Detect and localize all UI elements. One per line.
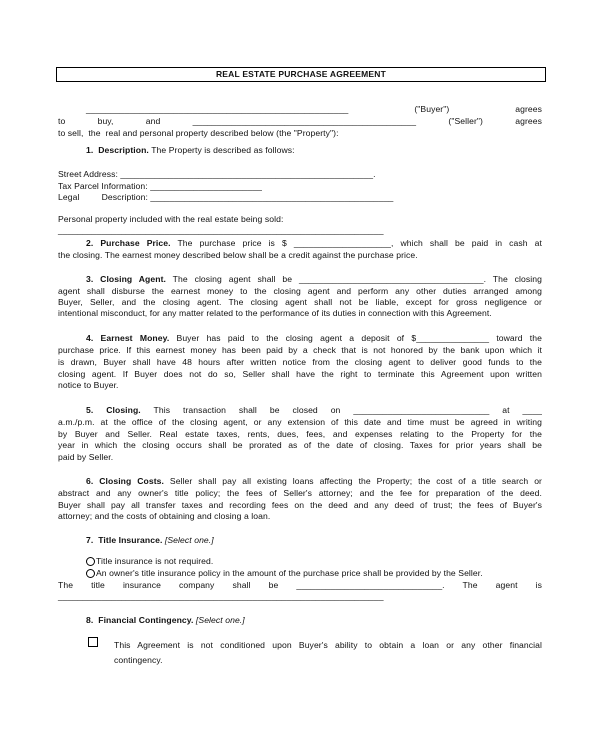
title-agent-blank: ___________________________________________________________________ bbox=[58, 591, 384, 601]
legal-description-field: Legal Description: __________________________________________________ bbox=[58, 192, 394, 202]
section-5-line-2: a.m./p.m. at the office of the closing agent, or any extension of this date and time must be agreed in writing bbox=[58, 417, 542, 427]
section-3-line-4: intentional misconduct, for any matter related to the performance of its duties in connection with this Agreement. bbox=[58, 308, 492, 318]
section-1-heading: 1. Description. bbox=[86, 145, 149, 155]
section-5-heading: 5. Closing. bbox=[86, 405, 141, 415]
section-6-line-1 bbox=[86, 476, 542, 486]
title-insurance-option-1-label: Title insurance is not required. bbox=[96, 556, 214, 566]
personal-property-blank: ___________________________________________________________________ bbox=[58, 225, 384, 235]
section-2-line-1 bbox=[86, 238, 542, 248]
section-4-line-5: notice to Buyer. bbox=[58, 380, 119, 390]
section-3-line-3: Buyer, Seller, and the closing agent. The closing agent shall not be liable, except for gross negligence or bbox=[58, 297, 542, 307]
document-title: REAL ESTATE PURCHASE AGREEMENT bbox=[56, 67, 546, 82]
section-4-text: Buyer has paid to the closing agent a deposit of $_______________ toward the bbox=[169, 333, 542, 343]
title-insurance-option-1-radio[interactable] bbox=[86, 557, 95, 566]
section-6-heading: 6. Closing Costs. bbox=[86, 476, 164, 486]
section-5-line-1 bbox=[86, 405, 542, 415]
section-4-line-1 bbox=[86, 333, 542, 343]
personal-property-label: Personal property included with the real estate being sold: bbox=[58, 214, 284, 224]
section-1-heading-line bbox=[86, 145, 295, 155]
section-8-select-note: [Select one.] bbox=[193, 615, 245, 625]
section-1-text: The Property is described as follows: bbox=[148, 145, 295, 155]
section-4-line-2: purchase price. If this earnest money has been paid by a check that is not honored by the bank upon which it bbox=[58, 345, 542, 355]
section-2-line-2: the closing. The earnest money described below shall be a credit against the purchase price. bbox=[58, 250, 418, 260]
section-6-text: Seller shall pay all existing loans affecting the Property; the cost of a title search or bbox=[163, 476, 542, 486]
section-8-line-2: contingency. bbox=[114, 655, 163, 665]
intro-buyer-line: ______________________________________________________ ("Buyer") agrees bbox=[86, 104, 542, 114]
section-4-heading: 4. Earnest Money. bbox=[86, 333, 170, 343]
section-5-line-5: paid by Seller. bbox=[58, 452, 114, 462]
street-address-field: Street Address: ____________________________________________________. bbox=[58, 169, 376, 179]
section-5-line-4: year in which the closing occurs shall be prorated as of the date of closing. Taxes for prior years shall be bbox=[58, 440, 542, 450]
section-7-heading-line bbox=[86, 535, 214, 545]
tax-parcel-field: Tax Parcel Information: _______________________ bbox=[58, 181, 262, 191]
section-3-heading: 3. Closing Agent. bbox=[86, 274, 166, 284]
intro-seller-line: to buy, and ______________________________________________ ("Seller") agrees bbox=[58, 116, 542, 126]
section-4-line-4: closing agent. If Buyer does not do so, Seller shall have the right to terminate this Agreement upon written bbox=[58, 369, 542, 379]
section-6-line-3: Buyer shall pay all transfer taxes and recording fees on the deed and any deed of trust; the fees of Buyer's bbox=[58, 500, 542, 510]
intro-sell-line: to sell, the real and personal property described below (the "Property"): bbox=[58, 128, 339, 138]
section-8-line-1: This Agreement is not conditioned upon Buyer's ability to obtain a loan or any other financial bbox=[114, 640, 542, 650]
section-3-text: The closing agent shall be ______________________________________. The closing bbox=[165, 274, 542, 284]
section-5-line-3: by Buyer and Seller. Real estate taxes, rents, dues, fees, and expenses relating to the Property for the bbox=[58, 429, 542, 439]
title-insurance-option-2-radio[interactable] bbox=[86, 569, 95, 578]
section-8-heading-line bbox=[86, 615, 245, 625]
section-7-heading: 7. Title Insurance. bbox=[86, 535, 163, 545]
title-company-line: The title insurance company shall be ______________________________. The agent is bbox=[58, 580, 542, 590]
section-3-line-1 bbox=[86, 274, 542, 284]
section-8-heading: 8. Financial Contingency. bbox=[86, 615, 194, 625]
section-2-text: The purchase price is $ ____________________, which shall be paid in cash at bbox=[170, 238, 542, 248]
section-2-heading: 2. Purchase Price. bbox=[86, 238, 171, 248]
section-4-line-3: is drawn, Buyer shall have 48 hours after written notice from the closing agent to deliver good funds to the bbox=[58, 357, 542, 367]
section-5-text: This transaction shall be closed on ____________________________ at ____ bbox=[140, 405, 542, 415]
section-6-line-4: attorney; and the costs of obtaining and closing a loan. bbox=[58, 511, 271, 521]
title-insurance-option-2-label: An owner's title insurance policy in the amount of the purchase price shall be provided by the Seller. bbox=[96, 568, 483, 578]
section-3-line-2: agent shall disburse the earnest money to the closing agent and perform any other duties arranged among bbox=[58, 286, 542, 296]
financial-contingency-checkbox[interactable] bbox=[88, 637, 98, 647]
section-6-line-2: abstract and any owner's title policy; the fees of Seller's attorney; and the fee for preparation of the deed. bbox=[58, 488, 542, 498]
section-7-select-note: [Select one.] bbox=[162, 535, 214, 545]
